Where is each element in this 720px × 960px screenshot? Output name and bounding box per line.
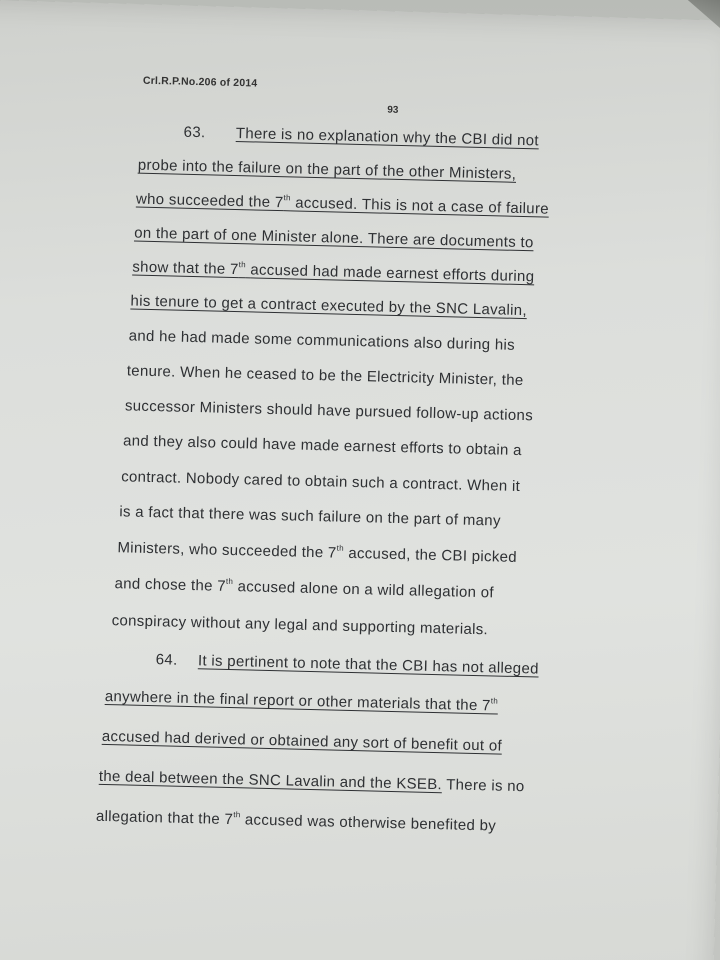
superscript: th xyxy=(283,193,291,203)
paragraph-63-line-10: and they also could have made earnest efforts to obtain a xyxy=(122,432,522,460)
text-segment: accused had made earnest efforts during xyxy=(250,261,535,286)
paragraph-64-line-3: accused had derived or obtained any sort of benefit out of xyxy=(101,727,503,755)
text-segment: There is no xyxy=(445,776,525,796)
paragraph-63-line-4: on the part of one Minister alone. There are documents to xyxy=(133,224,534,252)
paragraph-63-line-13 xyxy=(117,539,517,566)
text-segment: allegation that the 7 xyxy=(95,807,234,829)
superscript: th xyxy=(490,696,499,706)
text-segment: show that the 7 xyxy=(132,258,239,279)
text-segment: accused alone on a wild allegation of xyxy=(237,578,495,602)
case-number: Crl.R.P.No.206 of 2014 xyxy=(142,74,258,90)
text-segment: Ministers, who succeeded the 7 xyxy=(117,539,337,562)
superscript: th xyxy=(225,576,234,587)
paragraph-63-line-3 xyxy=(136,191,549,218)
superscript: th xyxy=(233,810,241,820)
text-segment: who succeeded the 7 xyxy=(135,190,284,212)
superscript: th xyxy=(238,260,247,270)
page-number: 93 xyxy=(387,104,399,116)
paragraph-63-line-14 xyxy=(114,575,494,601)
text-segment: It is pertinent to note that the CBI has not alleged xyxy=(197,652,539,678)
text-segment: accused was otherwise benefited by xyxy=(244,811,497,835)
paragraph-63-line-11: contract. Nobody cared to obtain such a contract. When it xyxy=(121,468,521,496)
text-segment: anywhere in the final report or other materials that the 7 xyxy=(104,687,491,715)
paragraph-number: 63. xyxy=(183,123,206,142)
paragraph-63-line-15: conspiracy without any legal and supporting materials. xyxy=(111,612,489,639)
paragraph-64-line-4 xyxy=(99,768,525,795)
paragraph-63-line-9: successor Ministers should have pursued follow-up actions xyxy=(124,397,534,425)
superscript: th xyxy=(336,543,345,553)
text-segment: accused. This is not a case of failure xyxy=(294,194,550,218)
paragraph-63-line-8: tenure. When he ceased to be the Electricity Minister, the xyxy=(126,362,524,390)
paragraph-64-line-5 xyxy=(96,808,496,835)
paragraph-63-line-2: probe into the failure on the part of the other Ministers, xyxy=(137,156,517,183)
paragraph-64-line-2 xyxy=(105,688,499,715)
text-segment: and chose the 7 xyxy=(114,575,227,595)
text-segment: There is no explanation why the CBI did not xyxy=(235,124,540,150)
paragraph-64-line-1 xyxy=(156,651,539,677)
paragraph-63-line-5 xyxy=(132,258,534,285)
paragraph-63-line-6: his tenure to get a contract executed by the SNC Lavalin, xyxy=(130,292,528,320)
paragraph-63-line-12: is a fact that there was such failure on the part of many xyxy=(119,503,501,530)
paragraph-63-line-1 xyxy=(183,124,539,150)
text-segment: accused, the CBI picked xyxy=(348,544,518,566)
paragraph-63-line-7: and he had made some communications also during his xyxy=(128,327,516,354)
text-segment: the deal between the SNC Lavalin and the KSEB. xyxy=(98,767,443,794)
paragraph-number: 64. xyxy=(155,651,178,669)
